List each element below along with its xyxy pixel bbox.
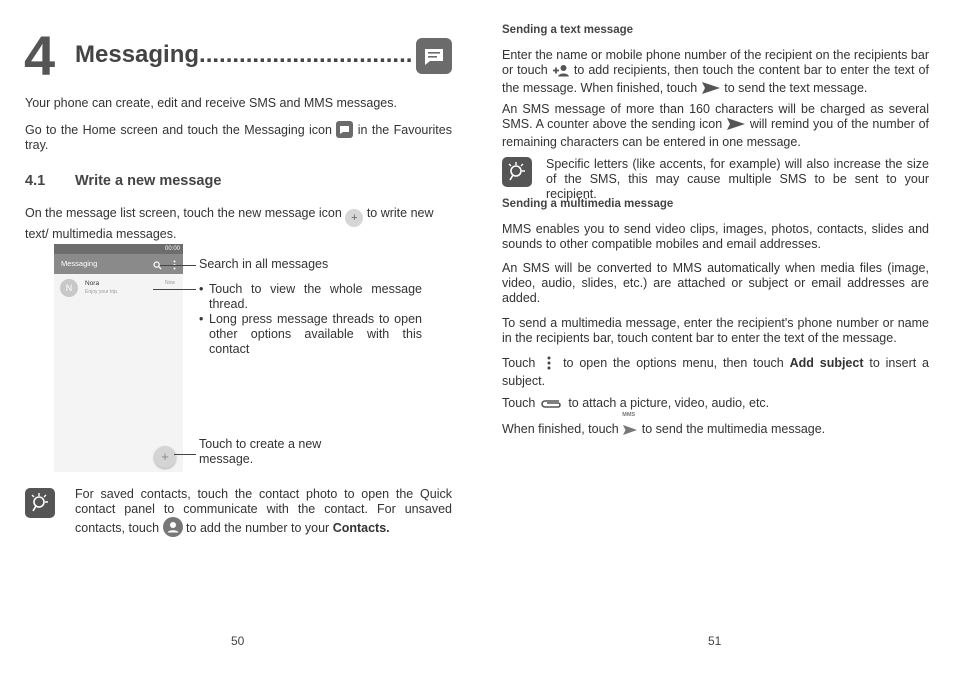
callout-leader-new (174, 454, 196, 455)
add-person-icon (552, 64, 570, 81)
chapter-title-text: Messaging (75, 41, 200, 68)
bullet-marker: • (199, 282, 204, 296)
mms-p4-a: Touch (502, 356, 536, 370)
chapter-number: 4 (24, 24, 56, 87)
new-message-button[interactable] (154, 446, 176, 468)
lightbulb-icon (25, 488, 55, 518)
write-paragraph (25, 206, 455, 242)
tip-contacts: Contacts. (332, 521, 390, 535)
mms-paragraph-4 (502, 356, 929, 389)
mms-p5-a: Touch (502, 396, 536, 410)
text-p1-b: to add recipients, then touch the content bar to enter the text of the message. When finished, touch (502, 63, 929, 95)
mms-icon-label: MMS (622, 412, 636, 418)
mms-p4-c: to insert a subject. (502, 356, 930, 388)
send-icon (726, 117, 746, 135)
intro2-text-b: in the Favourites tray. (25, 123, 452, 152)
mms-paragraph-2: An SMS will be converted to MMS automatically when media files (image, video, audio, slides, etc.) are attached or subject or email addresses are added. (502, 261, 929, 305)
write-text-b: to write new text/ multimedia messages. (25, 206, 434, 241)
text-paragraph-2 (502, 102, 929, 150)
contact-name: Nora (85, 280, 100, 287)
text-p1-a: Enter the name or mobile phone number of the recipient on the recipients bar or touch (502, 48, 929, 77)
mms-p5-b: to attach a picture, video, audio, etc. (568, 396, 770, 410)
mms-paragraph-1: MMS enables you to send video clips, images, photos, contacts, slides and sounds to other compatible mobiles and email addresses. (502, 222, 929, 251)
avatar[interactable]: N (60, 279, 78, 297)
message-preview: Enjoy your trip. (85, 289, 119, 295)
heading-multimedia-message: Sending a multimedia message (502, 198, 674, 210)
chapter-title-dots: ................................ (199, 41, 413, 68)
plus-icon: + (161, 449, 169, 464)
callout-leader-search (160, 265, 196, 266)
phone-screenshot (54, 244, 183, 472)
more-vert-icon (547, 356, 551, 374)
app-bar-title: Messaging (61, 259, 98, 268)
mms-p6-b: to send the multimedia message. (641, 422, 826, 436)
mms-p6-a: When finished, touch (502, 422, 619, 436)
status-time: 00:00 (164, 246, 180, 252)
tip-text-b: to add the number to your (186, 521, 330, 535)
section-title: Write a new message (75, 173, 222, 189)
mms-paragraph-6 (502, 412, 929, 437)
message-time: Now (164, 280, 175, 286)
write-text-a: On the message list screen, touch the new message icon (25, 206, 342, 220)
mms-add-subject: Add subject (789, 356, 864, 370)
intro-paragraph-2 (25, 121, 452, 153)
mms-paragraph-5 (502, 396, 929, 414)
search-icon[interactable] (153, 259, 162, 274)
messaging-icon (336, 121, 353, 138)
sms-tip: Specific letters (like accents, for example) will also increase the size of the SMS, this may cause multiple SMS to be sent to your recipient. (546, 157, 929, 201)
callout-bullet-2: Long press message threads to open other options available with this contact (209, 312, 422, 356)
more-vert-icon[interactable] (173, 259, 176, 274)
text-p2-b: will remind you of the number of remaining characters can be entered in one message. (502, 117, 929, 149)
intro2-text-a: Go to the Home screen and touch the Messaging icon (25, 123, 332, 137)
intro-paragraph-1: Your phone can create, edit and receive SMS and MMS messages. (25, 96, 397, 110)
app-bar (54, 254, 183, 274)
heading-text-message: Sending a text message (502, 24, 634, 36)
page-number-left: 50 (231, 634, 245, 648)
callout-bullet-1: Touch to view the whole message thread. (209, 282, 422, 311)
callout-search: Search in all messages (199, 257, 329, 271)
bullet-marker: • (199, 312, 204, 326)
mms-send-icon (622, 412, 638, 436)
contact-tip (75, 487, 452, 537)
lightbulb-icon (502, 157, 532, 187)
text-p2-a: An SMS message of more than 160 characters will be charged as several SMS. A counter above the sending icon (502, 102, 929, 131)
paperclip-icon (539, 398, 565, 414)
mms-paragraph-3: To send a multimedia message, enter the recipient's phone number or name in the recipients bar, touch content bar to enter the text of the message. (502, 316, 929, 345)
tip-text-a: For saved contacts, touch the contact photo to open the Quick contact panel to communicate with the contact. For unsaved contacts, touch (75, 487, 452, 535)
person-icon (163, 517, 183, 537)
send-icon (701, 81, 721, 99)
callout-leader-thread (153, 289, 196, 290)
messaging-icon (416, 38, 452, 74)
status-bar (54, 244, 183, 254)
mms-p4-b: to open the options menu, then touch (563, 356, 784, 370)
section-number: 4.1 (25, 173, 46, 189)
chapter-title (75, 40, 412, 70)
page-number-right: 51 (708, 634, 722, 648)
text-paragraph-1 (502, 48, 929, 99)
plus-icon: + (345, 209, 363, 227)
text-p1-c: to send the text message. (724, 81, 868, 95)
callout-new-message: Touch to create a new message. (199, 437, 322, 466)
